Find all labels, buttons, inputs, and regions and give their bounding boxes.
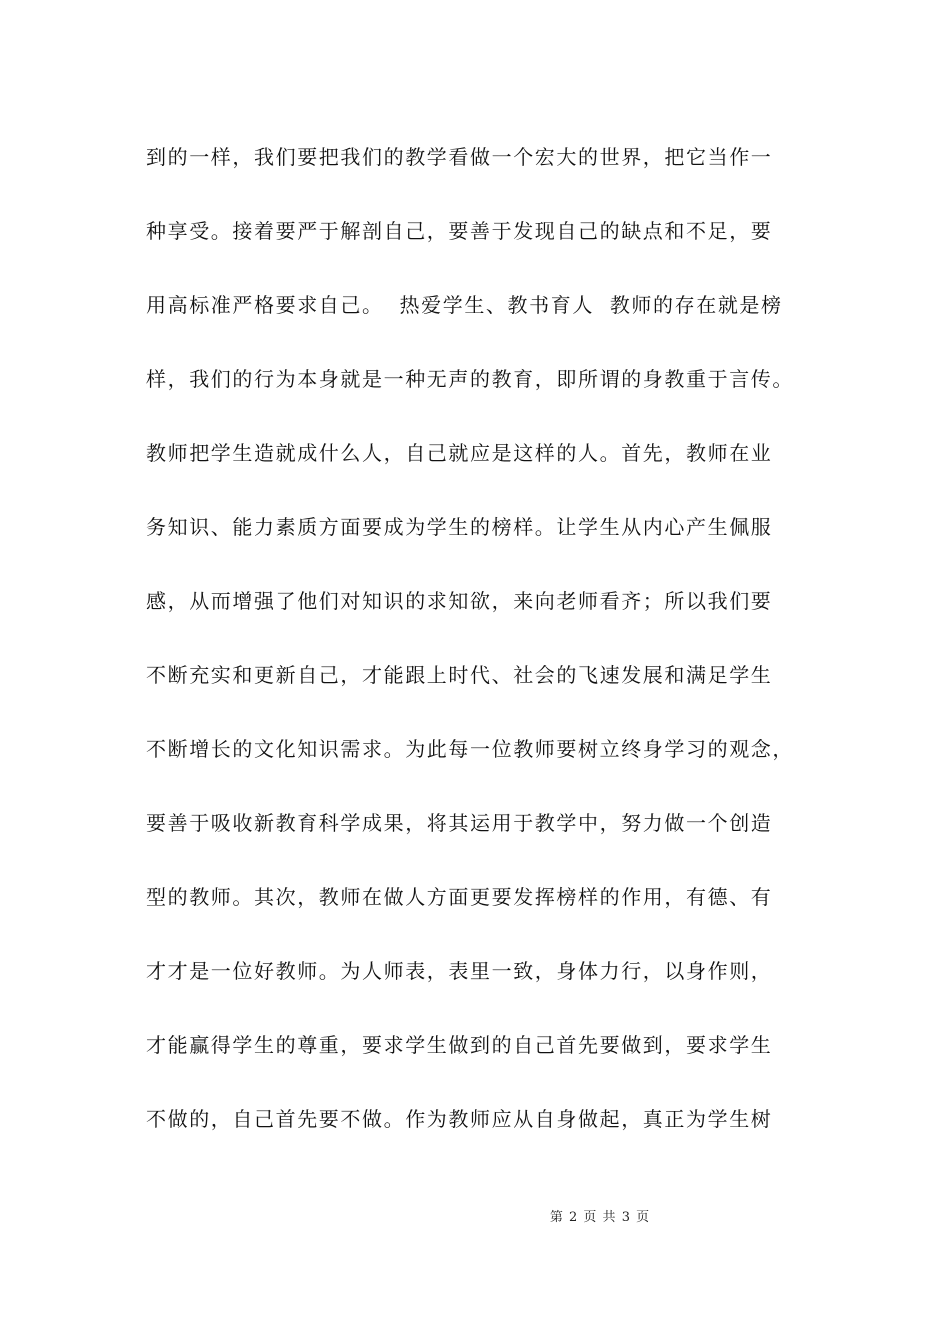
page-footer	[0, 1206, 950, 1225]
text-line: 用高标准严格要求自己。 热爱学生、教书育人 教师的存在就是榜	[146, 293, 783, 317]
body-text	[146, 135, 826, 1171]
text-line: 才能赢得学生的尊重，要求学生做到的自己首先要做到，要求学生	[146, 1033, 773, 1057]
text-line: 要善于吸收新教育科学成果，将其运用于教学中，努力做一个创造	[146, 811, 773, 835]
text-line: 感，从而增强了他们对知识的求知欲，来向老师看齐；所以我们要	[146, 589, 773, 613]
text-line: 才才是一位好教师。为人师表，表里一致，身体力行，以身作则，	[146, 959, 773, 983]
text-line: 教师把学生造就成什么人，自己就应是这样的人。首先，教师在业	[146, 441, 773, 465]
text-line: 务知识、能力素质方面要成为学生的榜样。让学生从内心产生佩服	[146, 515, 773, 539]
text-line: 型的教师。其次，教师在做人方面更要发挥榜样的作用，有德、有	[146, 885, 773, 909]
text-line: 到的一样，我们要把我们的教学看做一个宏大的世界，把它当作一	[146, 145, 773, 169]
text-line: 不断充实和更新自己，才能跟上时代、社会的飞速发展和满足学生	[146, 663, 773, 687]
page-number: 第 2 页 共 3 页	[549, 1210, 651, 1225]
text-line: 样，我们的行为本身就是一种无声的教育，即所谓的身教重于言传。	[146, 367, 794, 391]
text-line: 种享受。接着要严于解剖自己，要善于发现自己的缺点和不足，要	[146, 219, 773, 243]
text-line: 不断增长的文化知识需求。为此每一位教师要树立终身学习的观念，	[146, 737, 794, 761]
text-line: 不做的，自己首先要不做。作为教师应从自身做起，真正为学生树	[146, 1107, 773, 1131]
